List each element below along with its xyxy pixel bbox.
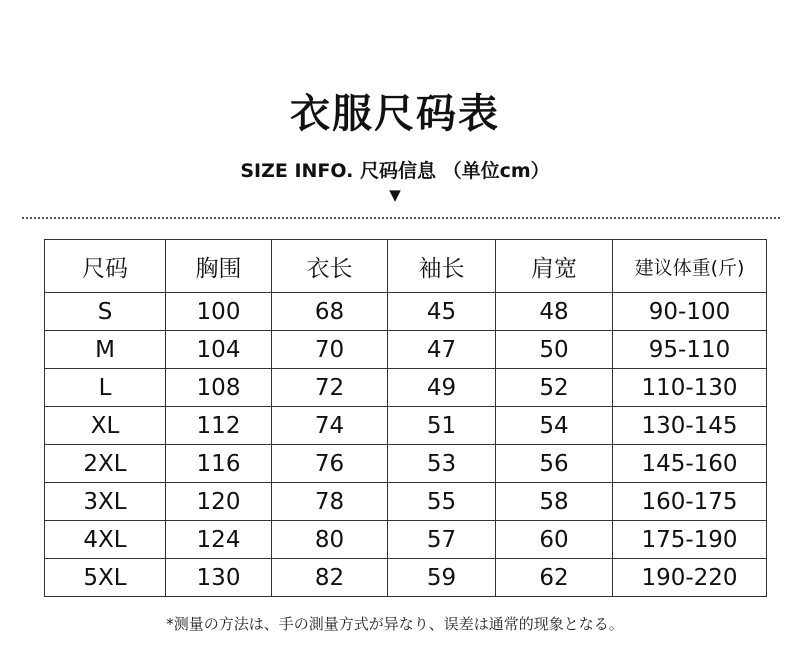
cell-sleeve: 49	[388, 369, 496, 407]
cell-sleeve: 45	[388, 293, 496, 331]
table-row	[45, 293, 767, 331]
table-row	[45, 369, 767, 407]
measurement-footnote: *测量の方法は、手の測量方式が异なり、误差は通常的现象となる。	[166, 615, 624, 633]
cell-weight: 90-100	[613, 293, 767, 331]
table-header-row	[45, 240, 767, 293]
header-chest: 胸围	[166, 240, 272, 293]
cell-chest: 116	[166, 445, 272, 483]
cell-size: L	[45, 369, 166, 407]
cell-sleeve: 55	[388, 483, 496, 521]
cell-size: S	[45, 293, 166, 331]
cell-weight: 145-160	[613, 445, 767, 483]
cell-chest: 120	[166, 483, 272, 521]
size-info-subtitle: SIZE INFO. 尺码信息 （单位cm）	[240, 160, 550, 182]
dotted-divider	[22, 217, 780, 219]
cell-weight: 110-130	[613, 369, 767, 407]
cell-chest: 112	[166, 407, 272, 445]
cell-shoulder: 52	[496, 369, 613, 407]
cell-weight: 190-220	[613, 559, 767, 597]
cell-shoulder: 50	[496, 331, 613, 369]
table-row	[45, 331, 767, 369]
cell-length: 76	[272, 445, 388, 483]
header-length: 衣长	[272, 240, 388, 293]
table-row	[45, 445, 767, 483]
cell-sleeve: 53	[388, 445, 496, 483]
cell-chest: 100	[166, 293, 272, 331]
cell-weight: 95-110	[613, 331, 767, 369]
cell-length: 80	[272, 521, 388, 559]
cell-size: 3XL	[45, 483, 166, 521]
cell-length: 82	[272, 559, 388, 597]
header-sleeve: 袖长	[388, 240, 496, 293]
table-row	[45, 407, 767, 445]
cell-weight: 175-190	[613, 521, 767, 559]
cell-chest: 108	[166, 369, 272, 407]
cell-size: 4XL	[45, 521, 166, 559]
cell-shoulder: 62	[496, 559, 613, 597]
cell-weight: 130-145	[613, 407, 767, 445]
header-size: 尺码	[45, 240, 166, 293]
cell-size: 2XL	[45, 445, 166, 483]
cell-shoulder: 56	[496, 445, 613, 483]
cell-size: M	[45, 331, 166, 369]
header-shoulder: 肩宽	[496, 240, 613, 293]
table-row	[45, 483, 767, 521]
down-arrow-icon: ▼	[389, 186, 401, 204]
cell-shoulder: 54	[496, 407, 613, 445]
cell-chest: 124	[166, 521, 272, 559]
cell-chest: 104	[166, 331, 272, 369]
cell-sleeve: 47	[388, 331, 496, 369]
cell-length: 78	[272, 483, 388, 521]
cell-sleeve: 57	[388, 521, 496, 559]
cell-length: 68	[272, 293, 388, 331]
size-chart-table	[44, 239, 767, 597]
page-title: 衣服尺码表	[290, 91, 500, 137]
cell-shoulder: 48	[496, 293, 613, 331]
cell-shoulder: 60	[496, 521, 613, 559]
cell-length: 74	[272, 407, 388, 445]
cell-sleeve: 59	[388, 559, 496, 597]
cell-chest: 130	[166, 559, 272, 597]
table-row	[45, 521, 767, 559]
header-weight: 建议体重(斤)	[613, 240, 767, 293]
cell-sleeve: 51	[388, 407, 496, 445]
cell-size: XL	[45, 407, 166, 445]
cell-length: 72	[272, 369, 388, 407]
table-row	[45, 559, 767, 597]
cell-weight: 160-175	[613, 483, 767, 521]
cell-shoulder: 58	[496, 483, 613, 521]
cell-size: 5XL	[45, 559, 166, 597]
cell-length: 70	[272, 331, 388, 369]
